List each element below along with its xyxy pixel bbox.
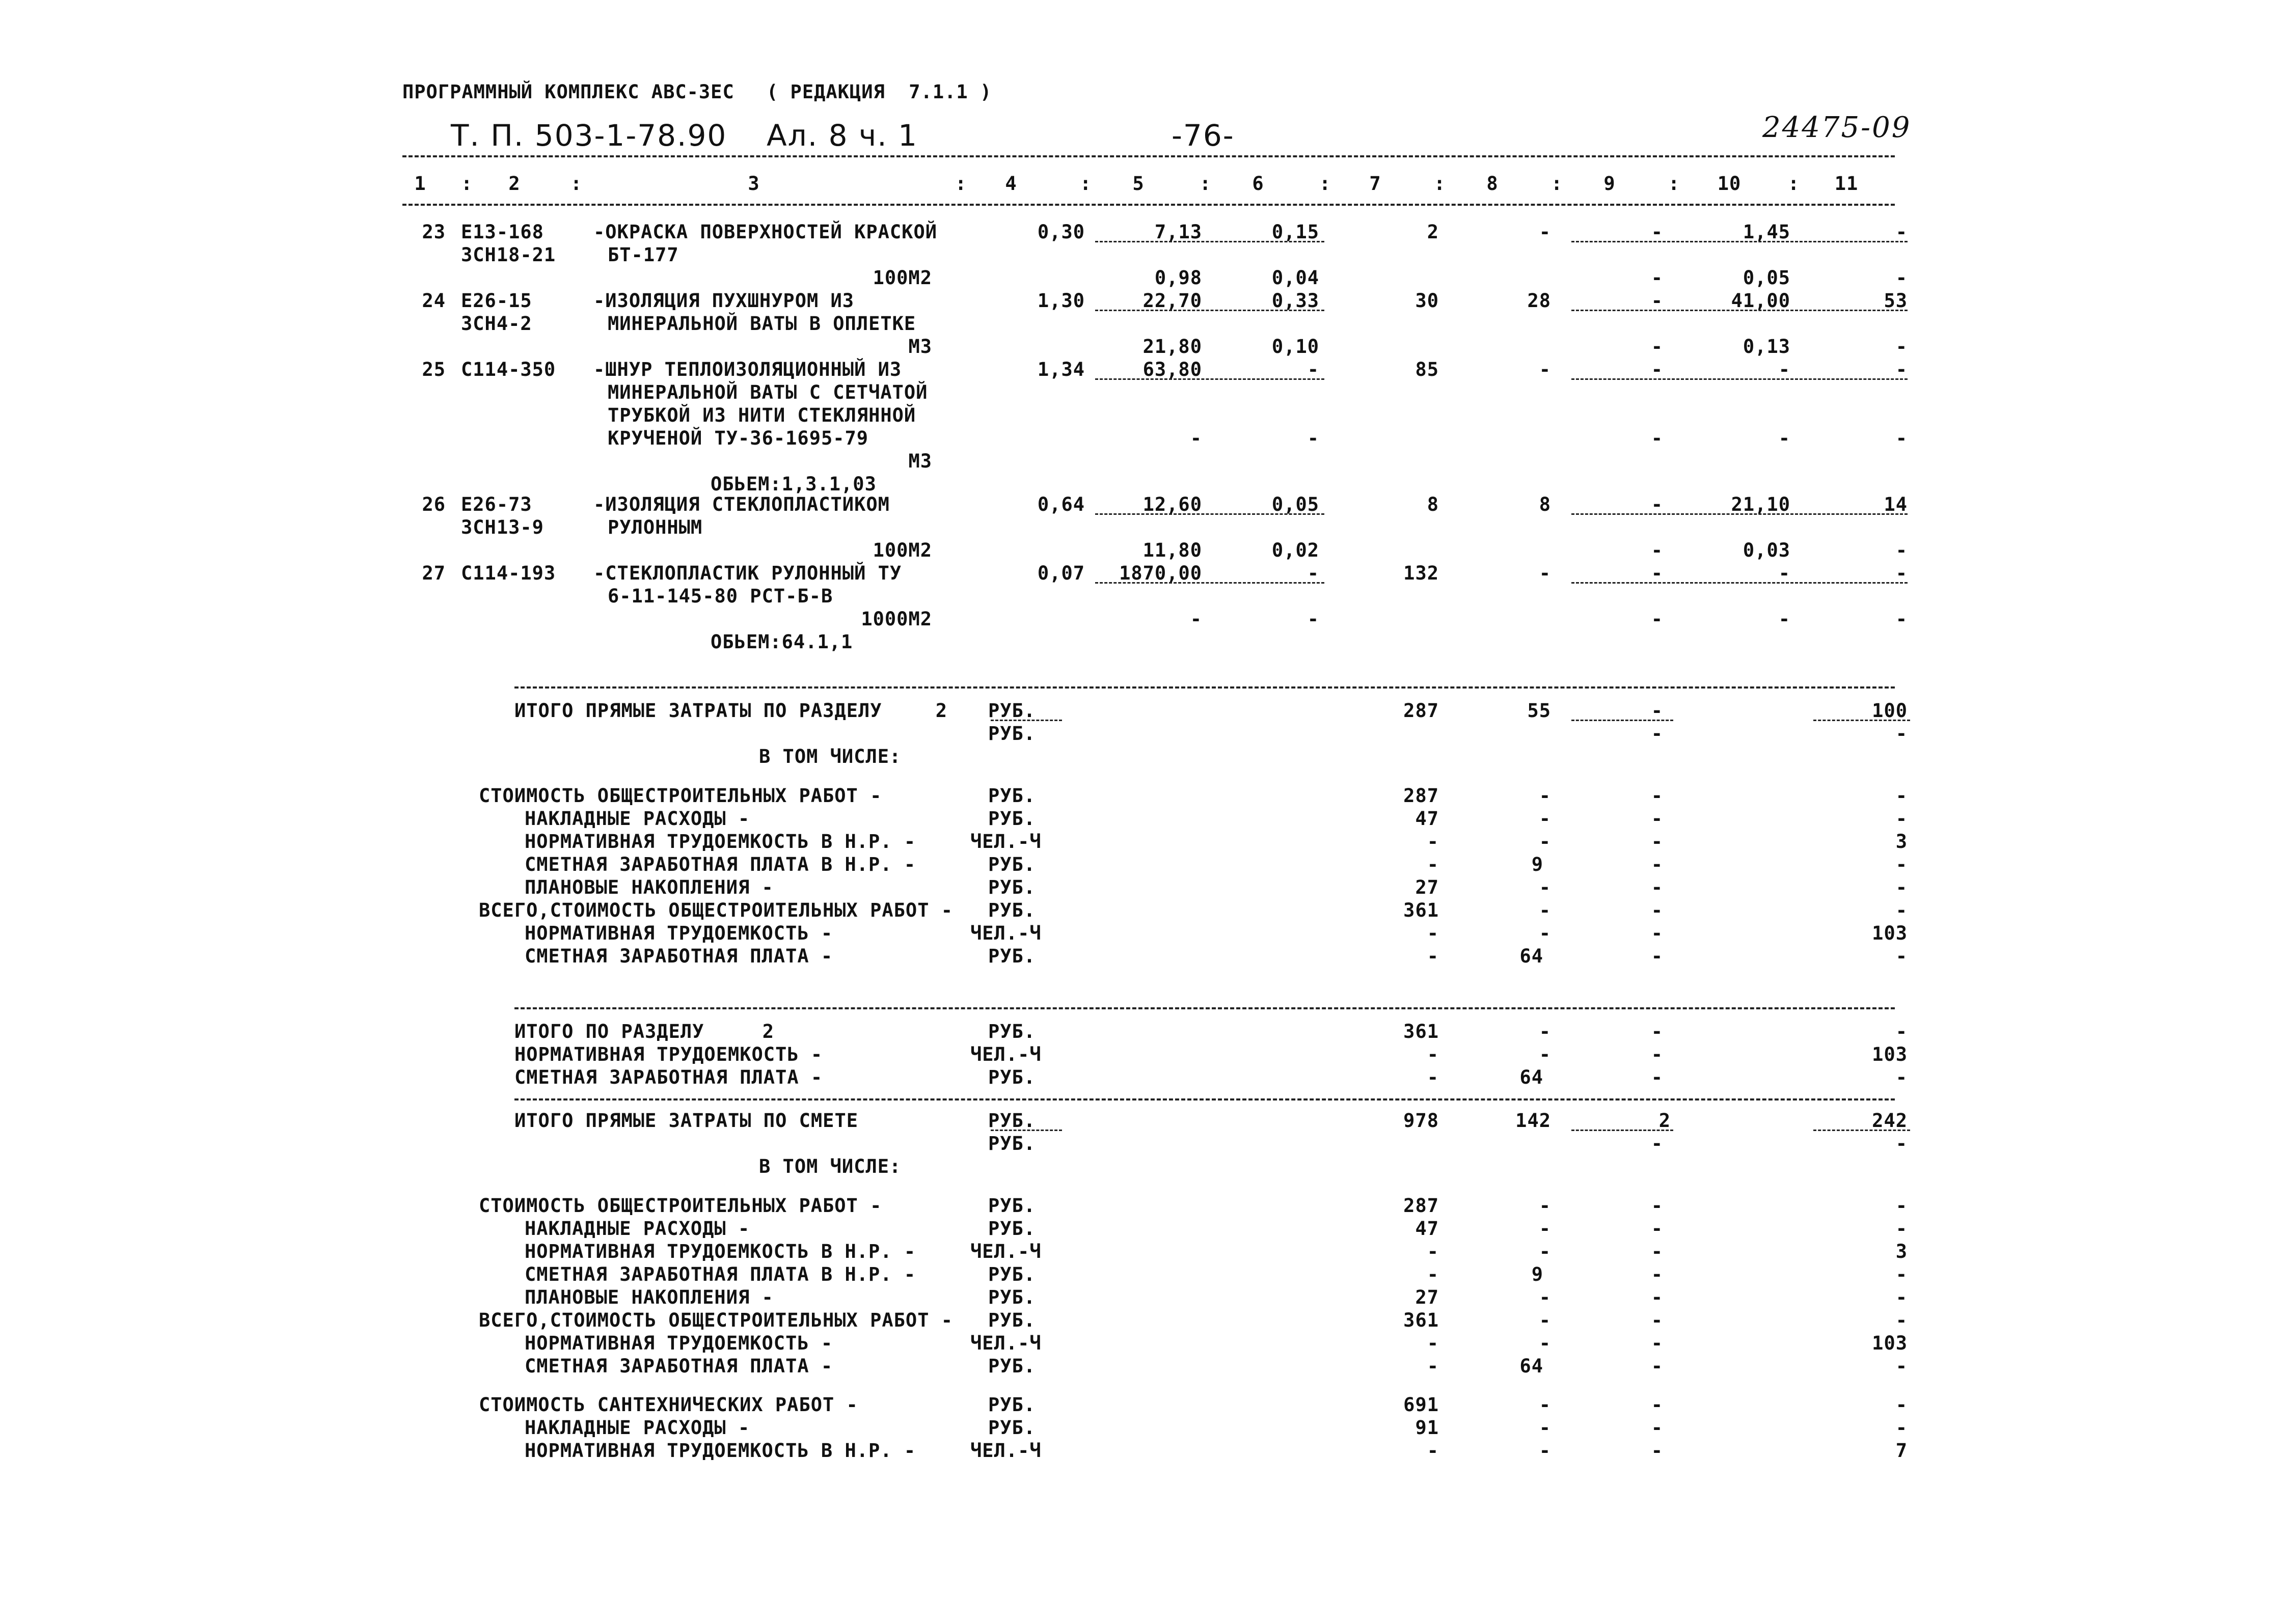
item-total: 132 — [1403, 562, 1439, 584]
summary-row-machines: - — [1651, 1332, 1663, 1354]
item-number: 26 — [422, 493, 446, 515]
summary-row-labor: 3 — [1895, 830, 1908, 852]
item-unit-labor: 0,05 — [1271, 493, 1319, 515]
summary-row-labor: - — [1895, 853, 1908, 875]
summary-row-machines: - — [1651, 1417, 1663, 1439]
including-label: В ТОМ ЧИСЛЕ: — [759, 1155, 902, 1177]
item-description: БТ-177 — [608, 244, 679, 266]
item-code-secondary: 3СН4-2 — [461, 313, 532, 335]
summary-row-total: 287 — [1403, 784, 1439, 807]
summary-row-labor: 103 — [1872, 1043, 1908, 1065]
direct-costs-subrule — [1571, 720, 1673, 721]
column-separator: : — [1551, 173, 1563, 195]
item-qty: 0,07 — [1037, 562, 1085, 584]
item-qty: 0,64 — [1037, 493, 1085, 515]
summary-row-label: СМЕТНАЯ ЗАРАБОТНАЯ ПЛАТА - — [525, 1355, 833, 1377]
item-unit-price: 1870,00 — [1119, 562, 1202, 584]
item-unit-price-wage: - — [1190, 427, 1202, 449]
item-labor-total: - — [1895, 562, 1908, 584]
summary-row-labor: - — [1895, 1309, 1908, 1331]
summary-row-unit: ЧЕЛ.-Ч — [970, 1440, 1042, 1462]
item-labor-total: - — [1895, 221, 1908, 243]
summary-row-label: НАКЛАДНЫЕ РАСХОДЫ - — [525, 807, 750, 830]
summary-row-unit: РУБ. — [988, 876, 1036, 898]
column-separator: : — [1668, 173, 1680, 195]
summary-row-unit: ЧЕЛ.-Ч — [970, 1043, 1042, 1065]
summary-row-unit: РУБ. — [988, 807, 1036, 830]
summary-row-machines: - — [1651, 1286, 1663, 1308]
summary-row-label: НОРМАТИВНАЯ ТРУДОЕМКОСТЬ В Н.Р. - — [525, 1440, 916, 1462]
summary-row-label: ВСЕГО,СТОИМОСТЬ ОБЩЕСТРОИТЕЛЬНЫХ РАБОТ - — [479, 1309, 954, 1331]
item-machines-wage: - — [1651, 267, 1663, 289]
item-subrule — [1095, 310, 1324, 311]
summary-row-total: 361 — [1403, 899, 1439, 921]
summary-row-total: 361 — [1403, 1021, 1439, 1042]
item-wage: 8 — [1539, 493, 1551, 515]
direct-costs-unit: РУБ. — [988, 700, 1036, 722]
summary-row-total: 91 — [1415, 1417, 1439, 1439]
direct-costs-labor: 100 — [1872, 700, 1908, 722]
summary-row-wage: - — [1539, 1332, 1551, 1354]
column-number: 8 — [1486, 173, 1499, 195]
summary-row-total: 47 — [1415, 1217, 1439, 1240]
direct-costs-machines-wage: - — [1651, 1133, 1663, 1154]
item-labor-norm: - — [1778, 359, 1790, 380]
item-qty: 1,34 — [1037, 359, 1085, 380]
summary-row-wage: - — [1539, 1394, 1551, 1416]
item-labor-norm: 21,10 — [1731, 493, 1790, 515]
summary-row-total: 47 — [1415, 807, 1439, 830]
summary-row-total: - — [1427, 830, 1439, 852]
summary-row-machines: - — [1651, 922, 1663, 944]
column-separator: : — [1434, 173, 1446, 195]
column-number: 2 — [508, 173, 521, 195]
item-number: 24 — [422, 290, 446, 312]
item-machines-wage: - — [1651, 427, 1663, 449]
summary-row-wage: - — [1539, 1286, 1551, 1308]
summary-row-unit: ЧЕЛ.-Ч — [970, 922, 1042, 944]
summary-row-labor: - — [1895, 876, 1908, 898]
item-machines: - — [1651, 562, 1663, 584]
summary-row-wage: - — [1539, 1440, 1551, 1462]
item-unit-price-wage: 0,98 — [1154, 267, 1202, 289]
summary-row-labor: - — [1895, 1194, 1908, 1217]
direct-costs-labor-wage: - — [1895, 723, 1908, 745]
summary-row-wage: - — [1539, 1217, 1551, 1240]
summary-row-total: 27 — [1415, 1286, 1439, 1308]
column-number: 3 — [748, 173, 760, 195]
summary-row-machines: - — [1651, 784, 1663, 807]
direct-costs-wage: 142 — [1515, 1110, 1551, 1132]
summary-row-total: - — [1427, 1263, 1439, 1285]
summary-row-labor: - — [1895, 1066, 1908, 1088]
direct-costs-subrule — [991, 720, 1062, 721]
summary-row-labor: 103 — [1872, 922, 1908, 944]
summary-row-wage: - — [1539, 1194, 1551, 1217]
summary-row-labor: - — [1895, 899, 1908, 921]
summary-row-wage: - — [1539, 922, 1551, 944]
item-labor-total-wage: - — [1895, 427, 1908, 449]
summary-row-machines: - — [1651, 1240, 1663, 1262]
direct-costs-machines: - — [1651, 700, 1663, 722]
item-labor-norm-wage: 0,05 — [1743, 267, 1790, 289]
summary-row-labor: 103 — [1872, 1332, 1908, 1354]
summary-row-machines: - — [1651, 1043, 1663, 1065]
summary-row-wage: - — [1539, 1309, 1551, 1331]
summary-row-label: СМЕТНАЯ ЗАРАБОТНАЯ ПЛАТА - — [525, 945, 833, 967]
header-rule — [402, 155, 1895, 157]
summary-row-total: 287 — [1403, 1194, 1439, 1217]
summary-row-machines: - — [1651, 945, 1663, 967]
summary-row-machines: - — [1651, 1440, 1663, 1462]
item-volume: ОБЬЕМ:1,3.1,03 — [711, 473, 877, 495]
item-machines: - — [1651, 359, 1663, 380]
summary-row-total: - — [1427, 1043, 1439, 1065]
column-number: 11 — [1834, 173, 1859, 195]
item-labor-norm: 1,45 — [1743, 221, 1790, 243]
item-description: МИНЕРАЛЬНОЙ ВАТЫ С СЕТЧАТОЙ — [608, 381, 928, 403]
item-subrule — [1571, 378, 1908, 380]
item-machines: - — [1651, 493, 1663, 515]
column-rule — [402, 204, 1895, 206]
document-number: 24475-09 — [1762, 111, 1912, 144]
summary-row-wage: 9 — [1531, 853, 1543, 875]
direct-costs-section-number: 2 — [935, 700, 947, 722]
item-description: -СТЕКЛОПЛАСТИК РУЛОННЫЙ ТУ — [593, 562, 902, 584]
direct-costs-unit: РУБ. — [988, 1110, 1036, 1132]
item-unit-price-wage: 21,80 — [1142, 336, 1202, 357]
summary-row-labor: - — [1895, 784, 1908, 807]
item-unit-labor-wage: - — [1307, 608, 1319, 630]
summary-row-machines: - — [1651, 1394, 1663, 1416]
direct-costs-labor: 242 — [1872, 1110, 1908, 1132]
item-labor-total: - — [1895, 359, 1908, 380]
item-labor-total-wage: - — [1895, 267, 1908, 289]
summary-row-unit: РУБ. — [988, 853, 1036, 875]
item-code: С114-350 — [461, 359, 556, 380]
estimate-totals-rule — [514, 1098, 1895, 1100]
summary-row-wage: 64 — [1519, 945, 1543, 967]
item-subrule — [1571, 310, 1908, 311]
item-machines-wage: - — [1651, 336, 1663, 357]
direct-costs-machines-wage: - — [1651, 723, 1663, 745]
item-labor-norm: - — [1778, 562, 1790, 584]
item-unit-labor: - — [1307, 562, 1319, 584]
summary-row-unit: ЧЕЛ.-Ч — [970, 1240, 1042, 1262]
column-number: 10 — [1717, 173, 1741, 195]
item-unit-labor: 0,33 — [1271, 290, 1319, 312]
summary-row-label: НОРМАТИВНАЯ ТРУДОЕМКОСТЬ - — [525, 922, 833, 944]
summary-row-wage: - — [1539, 1043, 1551, 1065]
direct-costs-labor-wage: - — [1895, 1133, 1908, 1154]
direct-costs-subrule — [1571, 1130, 1673, 1131]
item-unit-labor-wage: 0,04 — [1271, 267, 1319, 289]
item-labor-total-wage: - — [1895, 539, 1908, 561]
item-number: 27 — [422, 562, 446, 584]
item-unit: 100М2 — [873, 267, 932, 289]
direct-costs-label: ИТОГО ПРЯМЫЕ ЗАТРАТЫ ПО СМЕТЕ — [514, 1110, 859, 1132]
summary-row-labor: - — [1895, 807, 1908, 830]
summary-row-machines: - — [1651, 1309, 1663, 1331]
summary-row-total: - — [1427, 1066, 1439, 1088]
item-wage: 28 — [1527, 290, 1551, 312]
item-total: 30 — [1415, 290, 1439, 312]
summary-row-unit: РУБ. — [988, 1021, 1036, 1042]
summary-row-machines: - — [1651, 1066, 1663, 1088]
item-subrule — [1095, 378, 1324, 380]
item-description: -ИЗОЛЯЦИЯ СТЕКЛОПЛАСТИКОМ — [593, 493, 890, 515]
column-separator: : — [1319, 173, 1331, 195]
item-labor-norm: 41,00 — [1731, 290, 1790, 312]
column-separator: : — [1080, 173, 1092, 195]
summary-row-total: - — [1427, 1240, 1439, 1262]
item-unit-price-wage: - — [1190, 608, 1202, 630]
summary-row-labor: - — [1895, 1394, 1908, 1416]
summary-row-total: 691 — [1403, 1394, 1439, 1416]
item-wage: - — [1539, 562, 1551, 584]
summary-row-wage: 9 — [1531, 1263, 1543, 1285]
item-labor-norm-wage: - — [1778, 427, 1790, 449]
summary-row-unit: РУБ. — [988, 1286, 1036, 1308]
item-code-secondary: 3СН13-9 — [461, 516, 544, 538]
item-description: -ШНУР ТЕПЛОИЗОЛЯЦИОННЫЙ ИЗ — [593, 359, 902, 380]
item-subrule — [1095, 241, 1324, 242]
summary-row-label: НАКЛАДНЫЕ РАСХОДЫ - — [525, 1217, 750, 1240]
album-label: Ал. 8 ч. 1 — [767, 118, 918, 153]
summary-row-machines: - — [1651, 1263, 1663, 1285]
column-separator: : — [1200, 173, 1212, 195]
item-description: -ИЗОЛЯЦИЯ ПУХШНУРОМ ИЗ — [593, 290, 855, 312]
item-machines-wage: - — [1651, 539, 1663, 561]
item-unit-price: 12,60 — [1142, 493, 1202, 515]
section-summary-rule — [514, 1007, 1895, 1009]
including-label: В ТОМ ЧИСЛЕ: — [759, 746, 902, 767]
item-qty: 0,30 — [1037, 221, 1085, 243]
summary-row-unit: РУБ. — [988, 945, 1036, 967]
summary-row-labor: - — [1895, 1021, 1908, 1042]
column-separator: : — [461, 173, 473, 195]
summary-row-unit: ЧЕЛ.-Ч — [970, 830, 1042, 852]
item-total: 2 — [1427, 221, 1439, 243]
summary-row-unit: РУБ. — [988, 1263, 1036, 1285]
item-description: ТРУБКОЙ ИЗ НИТИ СТЕКЛЯННОЙ — [608, 404, 916, 426]
summary-row-unit: РУБ. — [988, 1309, 1036, 1331]
item-subrule — [1571, 241, 1908, 242]
summary-row-label: НОРМАТИВНАЯ ТРУДОЕМКОСТЬ В Н.Р. - — [525, 830, 916, 852]
summary-row-labor: 3 — [1895, 1240, 1908, 1262]
item-wage: - — [1539, 359, 1551, 380]
summary-row-labor: - — [1895, 1286, 1908, 1308]
summary-row-machines: - — [1651, 1021, 1663, 1042]
column-separator: : — [955, 173, 967, 195]
item-labor-total: 53 — [1884, 290, 1908, 312]
direct-costs-total: 978 — [1403, 1110, 1439, 1132]
column-number: 5 — [1132, 173, 1145, 195]
item-labor-norm-wage: 0,03 — [1743, 539, 1790, 561]
direct-costs-subrule — [1813, 1130, 1910, 1131]
summary-row-section-number: 2 — [762, 1021, 774, 1042]
summary-row-label: СТОИМОСТЬ ОБЩЕСТРОИТЕЛЬНЫХ РАБОТ - — [479, 1194, 882, 1217]
summary-row-total: - — [1427, 922, 1439, 944]
summary-row-unit: РУБ. — [988, 784, 1036, 807]
summary-row-unit: РУБ. — [988, 1394, 1036, 1416]
item-machines: - — [1651, 290, 1663, 312]
item-subrule — [1571, 582, 1908, 584]
item-unit-price: 7,13 — [1154, 221, 1202, 243]
summary-row-wage: - — [1539, 784, 1551, 807]
item-unit-labor-wage: 0,02 — [1271, 539, 1319, 561]
summary-row-label: СМЕТНАЯ ЗАРАБОТНАЯ ПЛАТА В Н.Р. - — [525, 853, 916, 875]
summary-row-unit: РУБ. — [988, 1355, 1036, 1377]
column-number: 7 — [1369, 173, 1381, 195]
summary-row-wage: 64 — [1519, 1066, 1543, 1088]
item-total: 8 — [1427, 493, 1439, 515]
summary-row-labor: 7 — [1895, 1440, 1908, 1462]
summary-row-machines: - — [1651, 899, 1663, 921]
item-unit: М3 — [908, 336, 932, 357]
item-description: РУЛОННЫМ — [608, 516, 703, 538]
item-subrule — [1095, 582, 1324, 584]
summary-row-label: СМЕТНАЯ ЗАРАБОТНАЯ ПЛАТА В Н.Р. - — [525, 1263, 916, 1285]
summary-row-label: ПЛАНОВЫЕ НАКОПЛЕНИЯ - — [525, 1286, 774, 1308]
project-number: Т. П. 503-1-78.90 — [451, 118, 727, 153]
item-labor-total: 14 — [1884, 493, 1908, 515]
direct-costs-subrule — [991, 1130, 1062, 1131]
summary-row-machines: - — [1651, 830, 1663, 852]
summary-row-wage: - — [1539, 1021, 1551, 1042]
summary-row-labor: - — [1895, 1417, 1908, 1439]
item-labor-total-wage: - — [1895, 608, 1908, 630]
item-description: МИНЕРАЛЬНОЙ ВАТЫ В ОПЛЕТКЕ — [608, 313, 916, 335]
item-unit-labor: 0,15 — [1271, 221, 1319, 243]
summary-row-wage: - — [1539, 899, 1551, 921]
summary-row-label: ВСЕГО,СТОИМОСТЬ ОБЩЕСТРОИТЕЛЬНЫХ РАБОТ - — [479, 899, 954, 921]
summary-row-machines: - — [1651, 1194, 1663, 1217]
summary-row-label: НОРМАТИВНАЯ ТРУДОЕМКОСТЬ - — [525, 1332, 833, 1354]
item-unit: 1000М2 — [861, 608, 932, 630]
direct-costs-unit-wage: РУБ. — [988, 723, 1036, 745]
direct-costs-subrule — [1813, 720, 1910, 721]
item-labor-total-wage: - — [1895, 336, 1908, 357]
item-code: С114-193 — [461, 562, 556, 584]
direct-costs-total: 287 — [1403, 700, 1439, 722]
summary-row-machines: - — [1651, 807, 1663, 830]
program-title: ПРОГРАММНЫЙ КОМПЛЕКС АВС-3ЕС — [402, 81, 734, 103]
summary-row-labor: - — [1895, 1217, 1908, 1240]
summary-row-unit: РУБ. — [988, 1066, 1036, 1088]
summary-row-total: 361 — [1403, 1309, 1439, 1331]
summary-row-machines: - — [1651, 1217, 1663, 1240]
item-total: 85 — [1415, 359, 1439, 380]
summary-row-labor: - — [1895, 1263, 1908, 1285]
column-number: 1 — [414, 173, 426, 195]
column-number: 9 — [1603, 173, 1616, 195]
summary-row-wage: - — [1539, 830, 1551, 852]
summary-row-wage: - — [1539, 1240, 1551, 1262]
summary-row-total: - — [1427, 853, 1439, 875]
summary-row-total: - — [1427, 1332, 1439, 1354]
summary-row-wage: - — [1539, 876, 1551, 898]
summary-row-total: 27 — [1415, 876, 1439, 898]
item-machines: - — [1651, 221, 1663, 243]
direct-costs-unit-wage: РУБ. — [988, 1133, 1036, 1154]
item-wage: - — [1539, 221, 1551, 243]
item-description: 6-11-145-80 РСТ-Б-В — [608, 585, 833, 607]
item-code: Е26-73 — [461, 493, 532, 515]
summary-row-labor: - — [1895, 945, 1908, 967]
direct-costs-machines: 2 — [1658, 1110, 1671, 1132]
item-unit-price: 63,80 — [1142, 359, 1202, 380]
item-unit-labor-wage: - — [1307, 427, 1319, 449]
item-code: Е13-168 — [461, 221, 544, 243]
item-unit-labor: - — [1307, 359, 1319, 380]
summary-row-label: НАКЛАДНЫЕ РАСХОДЫ - — [525, 1417, 750, 1439]
summary-row-machines: - — [1651, 1355, 1663, 1377]
direct-costs-label: ИТОГО ПРЯМЫЕ ЗАТРАТЫ ПО РАЗДЕЛУ — [514, 700, 882, 722]
summary-row-machines: - — [1651, 876, 1663, 898]
item-unit-labor-wage: 0,10 — [1271, 336, 1319, 357]
column-number: 4 — [1005, 173, 1017, 195]
item-code-secondary: 3СН18-21 — [461, 244, 556, 266]
item-code: Е26-15 — [461, 290, 532, 312]
summary-row-label: ПЛАНОВЫЕ НАКОПЛЕНИЯ - — [525, 876, 774, 898]
column-number: 6 — [1252, 173, 1264, 195]
item-machines-wage: - — [1651, 608, 1663, 630]
column-separator: : — [570, 173, 583, 195]
item-unit-price-wage: 11,80 — [1142, 539, 1202, 561]
summary-row-unit: РУБ. — [988, 899, 1036, 921]
summary-row-label: СТОИМОСТЬ ОБЩЕСТРОИТЕЛЬНЫХ РАБОТ - — [479, 784, 882, 807]
item-qty: 1,30 — [1037, 290, 1085, 312]
summary-row-wage: - — [1539, 807, 1551, 830]
item-description: -ОКРАСКА ПОВЕРХНОСТЕЙ КРАСКОЙ — [593, 221, 938, 243]
item-labor-norm-wage: - — [1778, 608, 1790, 630]
summary-row-wage: - — [1539, 1417, 1551, 1439]
summary-row-total: - — [1427, 1440, 1439, 1462]
summary-row-unit: ЧЕЛ.-Ч — [970, 1332, 1042, 1354]
item-number: 25 — [422, 359, 446, 380]
item-unit: 100М2 — [873, 539, 932, 561]
summary-row-label: НОРМАТИВНАЯ ТРУДОЕМКОСТЬ - — [514, 1043, 823, 1065]
item-unit: М3 — [908, 450, 932, 472]
item-subrule — [1095, 513, 1324, 515]
direct-costs-wage: 55 — [1527, 700, 1551, 722]
summary-row-label: СМЕТНАЯ ЗАРАБОТНАЯ ПЛАТА - — [514, 1066, 823, 1088]
item-volume: ОБЬЕМ:64.1,1 — [711, 631, 853, 653]
summary-row-machines: - — [1651, 853, 1663, 875]
summary-row-wage: 64 — [1519, 1355, 1543, 1377]
item-labor-norm-wage: 0,13 — [1743, 336, 1790, 357]
summary-row-label: НОРМАТИВНАЯ ТРУДОЕМКОСТЬ В Н.Р. - — [525, 1240, 916, 1262]
item-unit-price: 22,70 — [1142, 290, 1202, 312]
section-totals-rule — [514, 686, 1895, 689]
item-description: КРУЧЕНОЙ ТУ-36-1695-79 — [608, 427, 869, 449]
summary-row-label: СТОИМОСТЬ САНТЕХНИЧЕСКИХ РАБОТ - — [479, 1394, 858, 1416]
page-number: -76- — [1172, 118, 1235, 153]
column-separator: : — [1788, 173, 1800, 195]
item-subrule — [1571, 513, 1908, 515]
summary-row-unit: РУБ. — [988, 1417, 1036, 1439]
summary-row-label: ИТОГО ПО РАЗДЕЛУ — [514, 1021, 704, 1042]
summary-row-total: - — [1427, 1355, 1439, 1377]
edition-label: ( РЕДАКЦИЯ 7.1.1 ) — [767, 81, 992, 103]
item-number: 23 — [422, 221, 446, 243]
summary-row-unit: РУБ. — [988, 1217, 1036, 1240]
summary-row-unit: РУБ. — [988, 1194, 1036, 1217]
summary-row-labor: - — [1895, 1355, 1908, 1377]
summary-row-total: - — [1427, 945, 1439, 967]
